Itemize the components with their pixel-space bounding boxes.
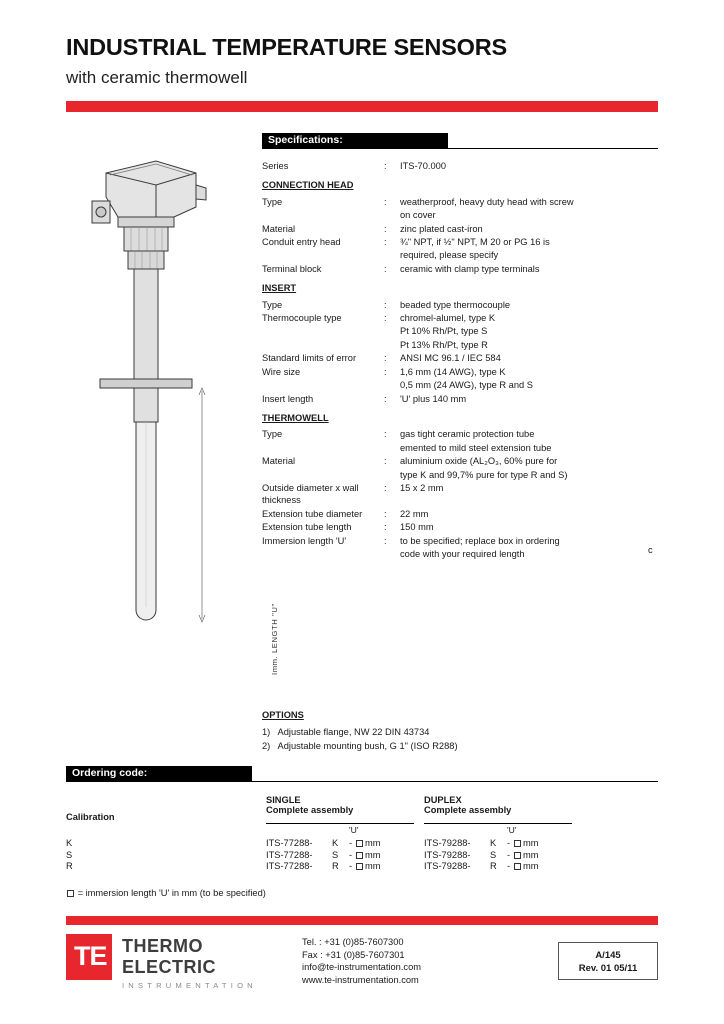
spec-row [262,508,662,520]
spec-colon: : [384,223,387,234]
spec-row [262,236,662,248]
options-item: 1) Adjustable flange, NW 22 DIN 43734 [262,727,430,737]
duplex-type-code: S [490,849,497,860]
duplex-dash: - [507,849,511,860]
single-length-box-icon[interactable] [356,852,363,859]
spec-colon [384,379,400,391]
company-tagline: INSTRUMENTATION [122,981,257,990]
spec-section-label: THERMOWELL [262,412,329,423]
spec-colon: : [384,535,387,546]
spec-value: 0,5 mm (24 AWG), type R and S [400,380,533,391]
table-row [66,850,658,862]
single-title: SINGLE [266,795,301,805]
spec-colon [384,325,400,337]
single-group-header [266,795,353,815]
spec-value: required, please specify [400,250,499,261]
spec-value: 'U' plus 140 mm [400,393,467,404]
spec-value: emented to mild steel extension tube [400,442,552,453]
contact-email[interactable]: info@te-instrumentation.com [302,962,421,973]
single-underline [266,823,414,824]
document-code: A/145 [595,950,621,961]
spec-value: Pt 13% Rh/Pt, type R [400,339,488,350]
specifications-table [262,160,662,561]
contact-block [302,936,421,986]
spec-row [262,455,662,467]
duplex-subtitle: Complete assembly [424,805,512,815]
spec-label [262,249,384,261]
duplex-order-code: ITS-79288- [424,861,471,872]
spec-value: weatherproof, heavy duty head with screw [400,196,574,207]
spec-colon: : [384,429,387,440]
duplex-length-box-icon[interactable] [514,863,521,870]
spec-label: Outside diameter x wall thickness [262,482,359,506]
spec-continuation-row [262,249,662,261]
duplex-order-code: ITS-79288- [424,849,471,860]
ordering-code-heading-bar [66,766,252,781]
spec-label: Standard limits of error [262,353,357,364]
spec-label: Insert length [262,393,314,404]
spec-colon: : [384,456,387,467]
single-order-code: ITS-77288- [266,861,313,872]
spec-value: code with your required length [400,548,525,559]
duplex-group-header [424,795,511,815]
spec-continuation-row [262,469,662,481]
spec-value: type K and 99,7% pure for type R and S) [400,469,568,480]
single-unit: mm [365,861,381,872]
spec-colon: : [384,313,387,324]
footer-red-divider [66,916,658,925]
spec-colon: : [384,196,387,207]
spec-colon: : [384,299,387,310]
single-order-code: ITS-77288- [266,838,313,848]
table-row [66,861,658,873]
spec-colon: : [384,508,387,519]
duplex-length-box-icon[interactable] [514,852,521,859]
spec-row [262,482,662,507]
header-red-divider [66,101,658,112]
spec-section-label: INSERT [262,283,297,294]
spec-colon: : [384,353,387,364]
spec-colon [384,469,400,481]
spec-label [262,209,384,221]
specifications-heading-bar [262,133,448,148]
spec-label [262,379,384,391]
spec-row [262,263,662,275]
spec-colon [384,442,400,454]
duplex-type-code: R [490,861,497,872]
page-subtitle: with ceramic thermowell [66,68,248,87]
spec-value: to be specified; replace box in ordering [400,535,560,546]
sensor-drawing-svg [78,155,258,675]
single-type-code: K [332,838,339,848]
calibration-code: K [66,838,73,848]
ordering-code-rule [66,781,658,782]
spec-label [262,548,384,560]
single-type-code: R [332,861,339,872]
duplex-order-code: ITS-79288- [424,838,471,848]
single-length-box-icon[interactable] [356,840,363,847]
spec-value: 22 mm [400,508,429,519]
spec-value: chromel-alumel, type K [400,313,496,324]
spec-section-header [262,179,662,191]
options-section [262,708,458,753]
spec-row [262,312,662,324]
spec-label: Type [262,429,283,440]
duplex-dash: - [507,861,511,872]
spec-value: 150 mm [400,522,434,533]
spec-value: ITS-70.000 [400,161,446,171]
spec-continuation-row [262,325,662,337]
single-unit: mm [365,849,381,860]
single-dash: - [349,849,353,860]
ordering-note-text: = immersion length 'U' in mm (to be specified) [77,888,266,898]
spec-label: Wire size [262,366,301,377]
contact-fax: Fax : +31 (0)85-7607301 [302,949,405,960]
single-type-code: S [332,849,339,860]
contact-website[interactable]: www.te-instrumentation.com [302,974,419,985]
duplex-unit: mm [523,838,539,848]
spec-colon: : [384,482,387,493]
spec-label: Material [262,456,296,467]
company-name-line1: THERMO [122,936,203,956]
spec-colon: : [384,237,387,248]
spec-section-header [262,412,662,424]
checkbox-glyph-icon [67,890,74,897]
spec-label: Series [262,161,289,171]
spec-colon [384,249,400,261]
spec-value: Pt 10% Rh/Pt, type S [400,326,488,337]
spec-label [262,442,384,454]
single-dash: - [349,838,353,848]
company-name-line2: ELECTRIC [122,957,216,977]
spec-label: Immersion length 'U' [262,535,347,546]
contact-phone: Tel. : +31 (0)85-7607300 [302,937,404,947]
spec-section-header [262,282,662,294]
spec-label: Extension tube diameter [262,508,363,519]
spec-continuation-row [262,442,662,454]
te-logo-mark-icon [66,934,112,980]
spec-value: ANSI MC 96.1 / IEC 584 [400,353,501,364]
duplex-title: DUPLEX [424,795,462,805]
ordering-rows [66,838,658,873]
specifications-rule [262,148,658,149]
spec-value: beaded type thermocouple [400,299,511,310]
duplex-unit: mm [523,861,539,872]
spec-row [262,366,662,378]
spec-value: ceramic with clamp type terminals [400,263,540,274]
spec-label [262,469,384,481]
spec-row [262,160,662,172]
te-logo-initials: TE [74,941,107,971]
spec-label: Terminal block [262,263,322,274]
spec-colon [384,339,400,351]
calibration-code: R [66,861,73,872]
ordering-code-heading-text: Ordering code: [72,767,148,779]
spec-colon [384,209,400,221]
spec-colon [384,548,400,560]
single-unit: mm [365,838,381,848]
spec-value: zinc plated cast-iron [400,223,483,234]
stray-character: c [648,545,653,555]
spec-row [262,521,662,533]
single-u-mark: 'U' [349,825,359,835]
spec-colon: : [384,393,387,404]
spec-label: Conduit entry head [262,237,341,248]
spec-label: Extension tube length [262,522,352,533]
duplex-dash: - [507,838,511,848]
spec-section-label: CONNECTION HEAD [262,180,354,191]
single-dash: - [349,861,353,872]
spec-row [262,299,662,311]
duplex-length-box-icon[interactable] [514,840,521,847]
spec-value: aluminium oxide (AL₂O₃, 60% pure for [400,456,558,467]
spec-value: gas tight ceramic protection tube [400,429,535,440]
spec-colon: : [384,366,387,377]
spec-continuation-row [262,339,662,351]
spec-row [262,352,662,364]
spec-colon: : [384,263,387,274]
immersion-length-dimension-label: Imm. LENGTH "U" [270,603,279,675]
options-item: 2) Adjustable mounting bush, G 1" (ISO R288) [262,741,458,751]
calibration-column-header: Calibration [66,812,115,822]
spec-continuation-row [262,209,662,221]
duplex-type-code: K [490,838,497,848]
spec-label: Type [262,196,283,207]
page-title: INDUSTRIAL TEMPERATURE SENSORS [66,34,507,60]
spec-label: Material [262,223,296,234]
spec-continuation-row [262,379,662,391]
spec-row [262,393,662,405]
table-row [66,838,658,850]
spec-continuation-row [262,548,662,560]
document-code-box [558,942,658,980]
options-title: OPTIONS [262,710,304,720]
spec-value: ¾" NPT, if ½" NPT, M 20 or PG 16 is [400,237,550,248]
document-revision: Rev. 01 05/11 [578,963,638,974]
spec-row [262,196,662,208]
single-subtitle: Complete assembly [266,805,354,815]
spec-label [262,325,384,337]
single-length-box-icon[interactable] [356,863,363,870]
spec-row [262,428,662,440]
spec-row [262,223,662,235]
spec-label: Type [262,299,283,310]
ordering-note [66,888,266,898]
calibration-code: S [66,849,73,860]
single-order-code: ITS-77288- [266,849,313,860]
duplex-unit: mm [523,849,539,860]
duplex-u-mark: 'U' [507,825,517,835]
spec-colon: : [384,522,387,533]
spec-label [262,339,384,351]
spec-value: on cover [400,210,436,221]
spec-label: Thermocouple type [262,313,342,324]
duplex-underline [424,823,572,824]
spec-value: 1,6 mm (14 AWG), type K [400,366,506,377]
spec-value: 15 x 2 mm [400,482,444,493]
spec-colon: : [384,161,387,171]
specifications-heading-text: Specifications: [268,134,343,146]
spec-row [262,535,662,547]
